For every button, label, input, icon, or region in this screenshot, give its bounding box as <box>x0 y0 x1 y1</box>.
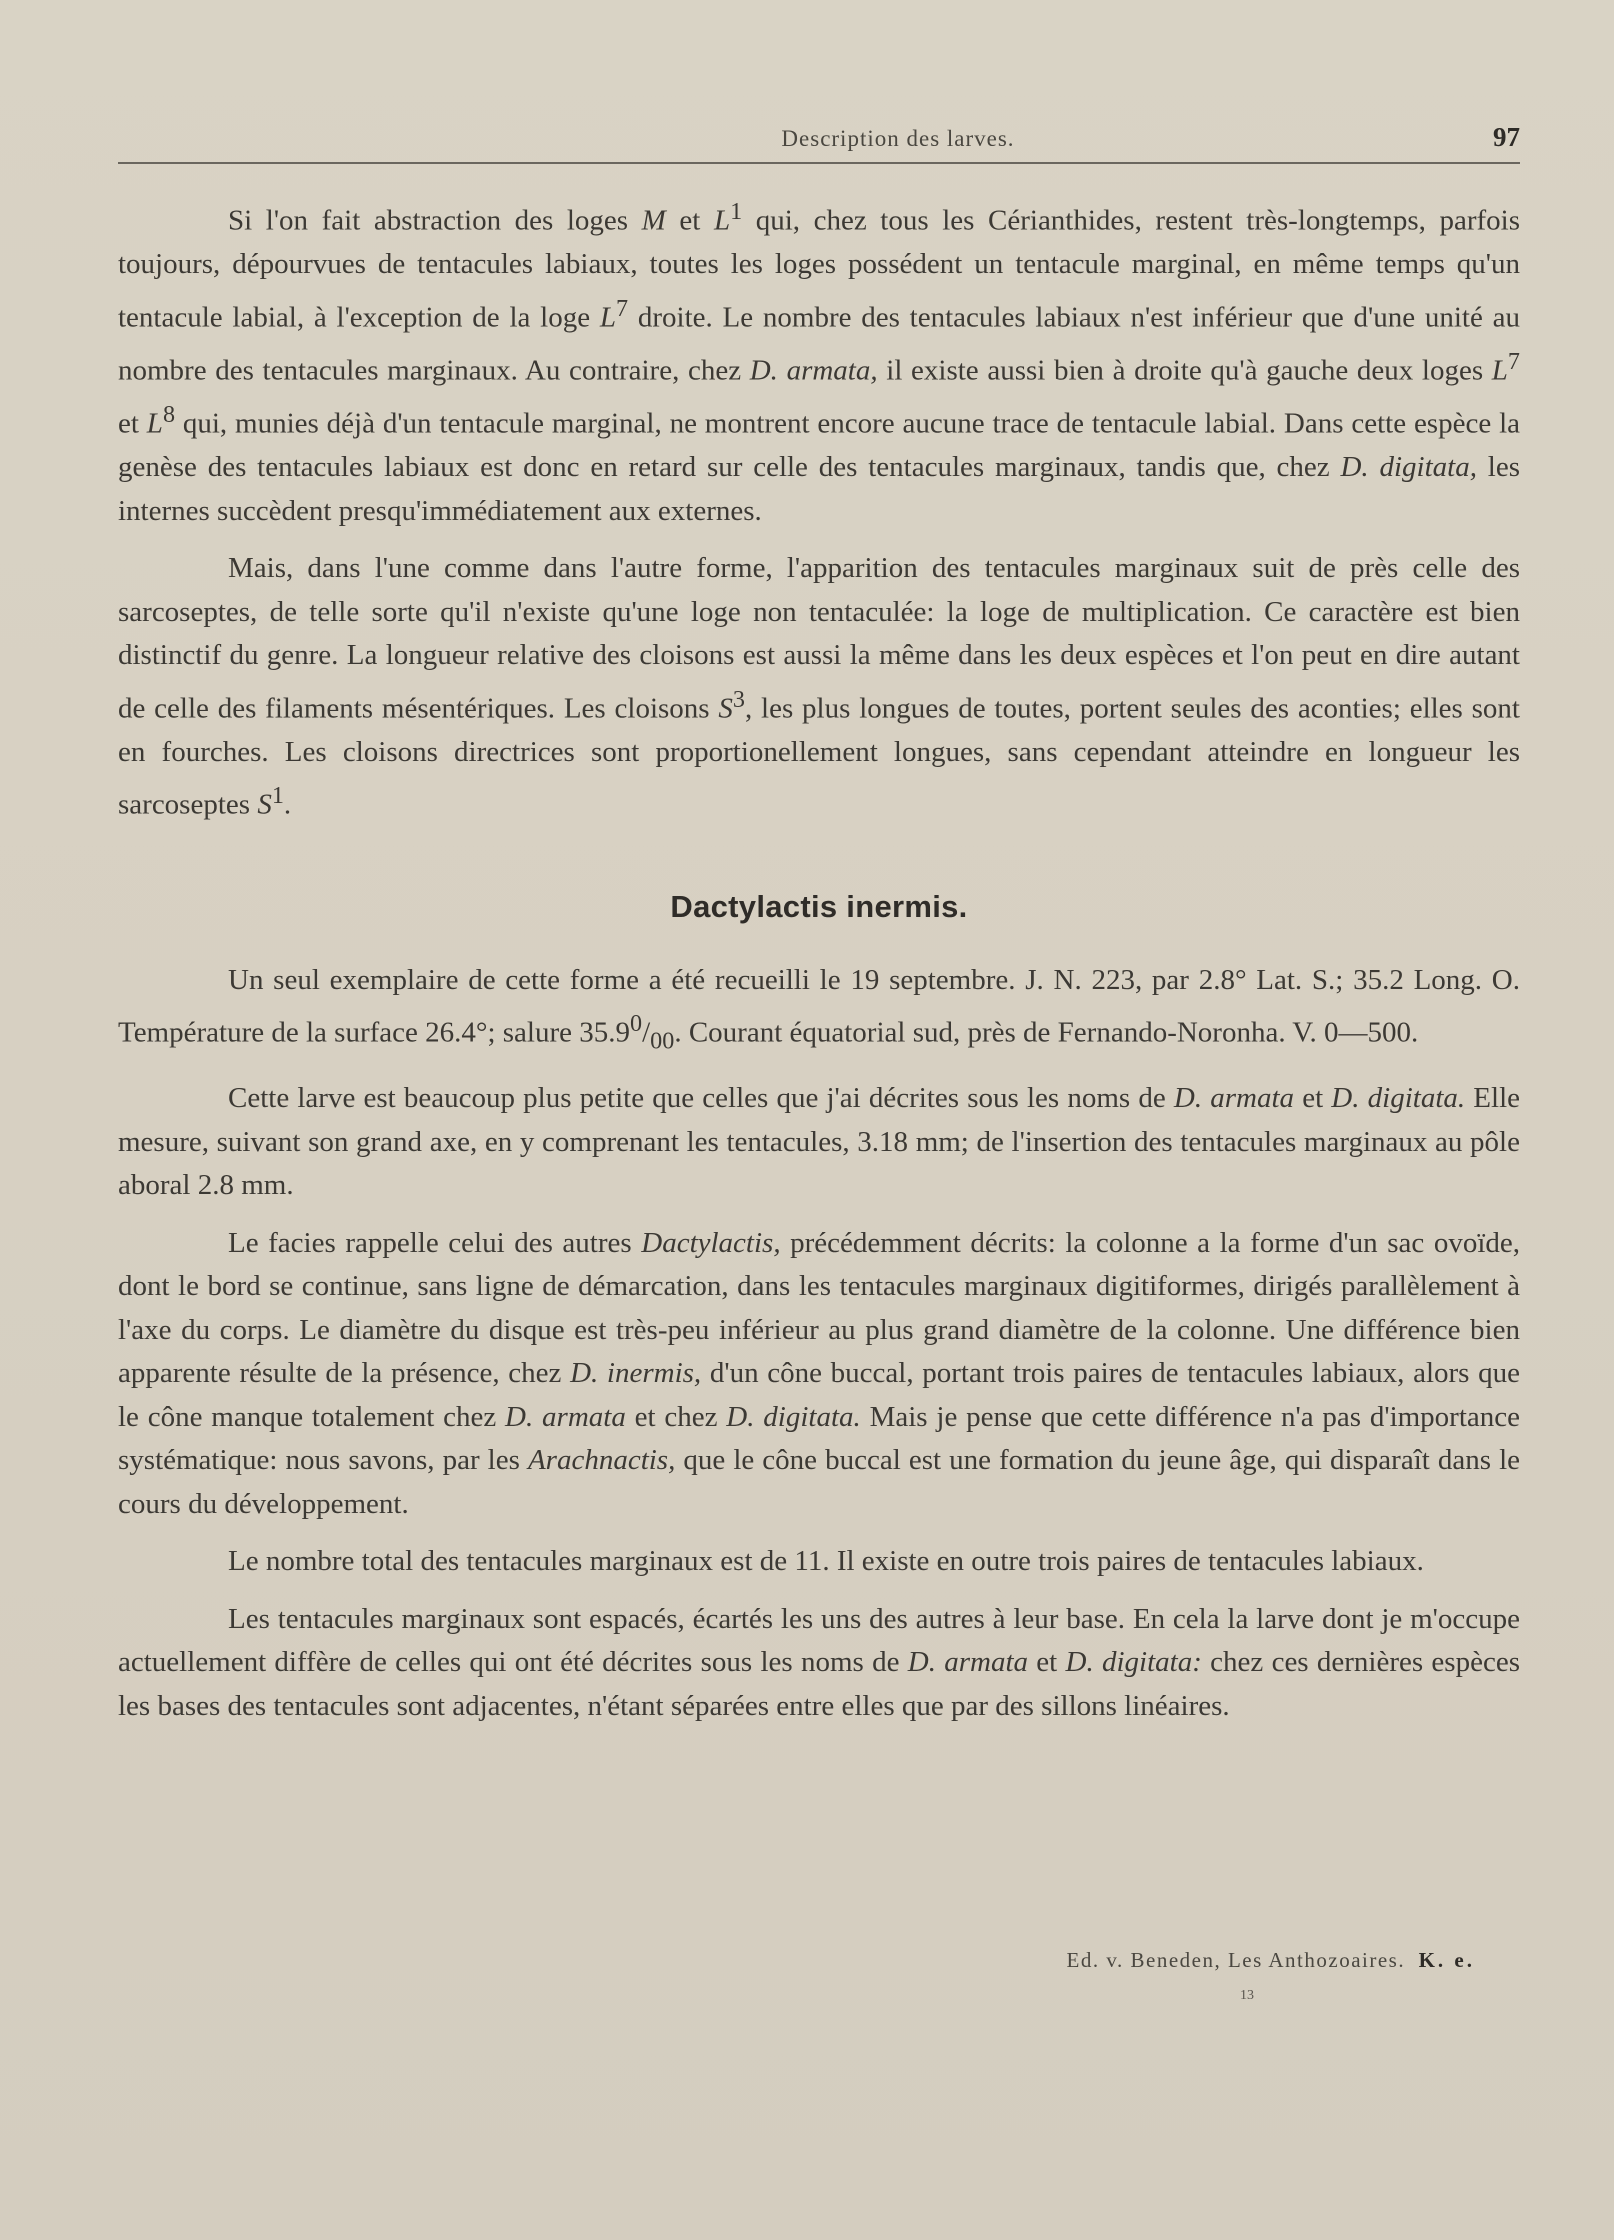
signature-line: Ed. v. Beneden, Les Anthozoaires. K. e. <box>1066 1948 1475 1972</box>
paragraph: Le nombre total des tentacules marginaux est de 11. Il existe en outre trois paires de tentacules labiaux. <box>228 1545 1424 1578</box>
paragraph: Cette larve est beaucoup plus petite que celles que j'ai décrites sous les noms de D. armata et D. digitata. Elle mesure, suivant son grand axe, en y comprenant les tentacules, 3.18 mm; de l'insertion des tentacules marginaux au pôle aboral 2.8 mm. <box>118 1082 1521 1202</box>
section-title: Dactylactis inermis. <box>670 889 968 925</box>
paragraph: Un seul exemplaire de cette forme a été recueilli le 19 septembre. J. N. 223, par 2.8° Lat. S.; 35.2 Long. O. Température de la surface 26.4°; salure $35.9^0/_{00}$. Courant équatorial sud, près de Fernando-Noronha. V. 0—500. <box>118 963 1520 1055</box>
paragraph: Si l'on fait abstraction des loges M et $L^1$ qui, chez tous les Cérianthides, restent très-longtemps, parfois toujours, dépourvues de tentacules labiaux, toutes les loges possédent un tentacule marginal, en même temps qu'un tentacule labial, à l'exception de la loge $L^7$ droite. Le nombre des tentacules labiaux n'est inférieur que d'une unité au nombre des tentacules marginaux. Au contraire, chez D. armata, il existe aussi bien à droite qu'à gauche deux loges $L^7$ et $L^8$ qui, munies déjà d'un tentacule marginal, ne montrent encore aucune trace de tentacule labial. Dans cette espèce la genèse des tentacules labiaux est donc en retard sur celle des tentacules marginaux, tandis que, chez D. digitata, les internes succèdent presqu'immédiatement aux externes. <box>118 198 1521 527</box>
species-name: Dactylactis, <box>641 1226 781 1259</box>
species-name: D. inermis, <box>570 1357 702 1390</box>
paragraph: Le facies rappelle celui des autres Dactylactis, précédemment décrits: la colonne a la forme d'un sac ovoïde, dont le bord se continue, sans ligne de démarcation, dans les tentacules marginaux digitiformes, dirigés parallèlement à l'axe du corps. Le diamètre du disque est très-peu inférieur au plus grand diamètre de la colonne. Une différence bien apparente résulte de la présence, chez D. inermis, d'un cône buccal, portant trois paires de tentacules labiaux, alors que le cône manque totalement chez D. armata et chez D. digitata. Mais je pense que cette différence n'a pas d'importance systématique: nous savons, par les Arachnactis, que le cône buccal est une formation du jeune âge, qui disparaît dans le cours du développement. <box>118 1226 1521 1520</box>
paragraph: Les tentacules marginaux sont espacés, écartés les uns des autres à leur base. En cela la larve dont je m'occupe actuellement diffère de celles qui ont été décrites sous les noms de D. armata et D. digitata: chez ces dernières espèces les bases des tentacules sont adjacentes, n'étant séparées entre elles que par des sillons linéaires. <box>118 1602 1520 1722</box>
species-name: D. armata <box>505 1400 626 1433</box>
species-name: D. armata <box>907 1646 1029 1679</box>
main-text <box>118 190 1520 1728</box>
species-name: D. digitata. <box>726 1400 861 1433</box>
signature-mark: K. e. <box>1418 1948 1475 1972</box>
species-name: D. digitata. <box>1331 1082 1466 1115</box>
sheet-number: 13 <box>1240 1988 1254 2003</box>
species-name: D. armata, <box>749 354 878 387</box>
paragraph: Mais, dans l'une comme dans l'autre forme, l'apparition des tentacules marginaux suit de près celle des sarcoseptes, de telle sorte qu'il n'existe qu'une loge non tentaculée: la loge de multiplication. Ce caractère est bien distinctif du genre. La longueur relative des cloisons est aussi la même dans les deux espèces et l'on peut en dire autant de celle des filaments mésentériques. Les cloisons $S^3$, les plus longues de toutes, portent seules des aconties; elles sont en fourches. Les cloisons directrices sont proportionellement longues, sans cependant atteindre en longueur les sarcoseptes $S^1$. <box>118 552 1520 821</box>
page-number: 97 <box>1493 122 1520 152</box>
page-header <box>118 122 1520 164</box>
species-name: D. digitata, <box>1340 451 1477 484</box>
species-name: D. digitata: <box>1065 1646 1202 1679</box>
running-title: Description des larves. <box>781 126 1015 151</box>
species-name: D. armata <box>1173 1082 1295 1115</box>
species-name: Arachnactis, <box>527 1444 676 1477</box>
